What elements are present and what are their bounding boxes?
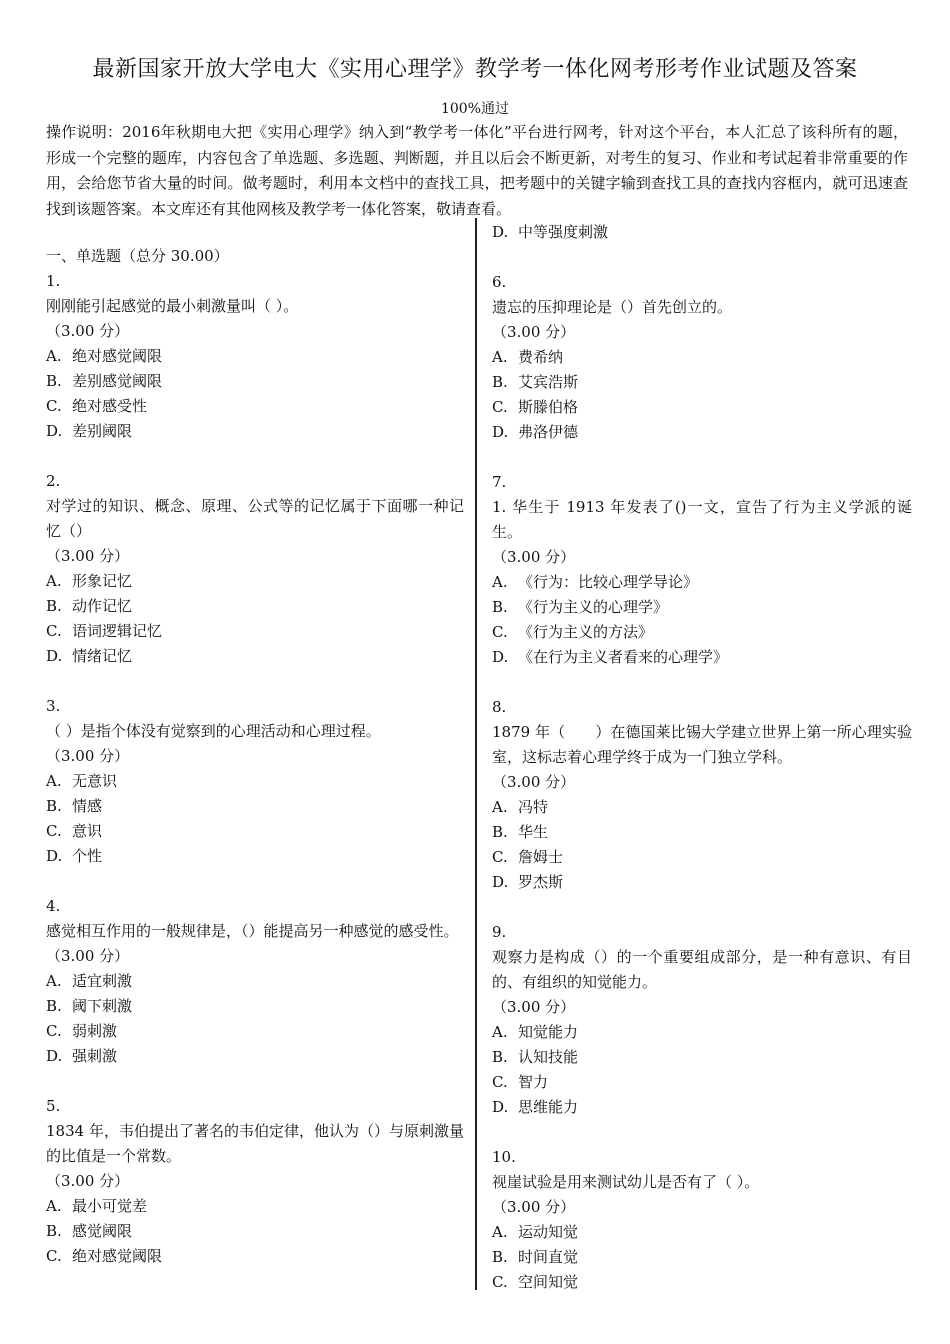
question-5: [46, 1094, 464, 1269]
document-subtitle: 100%通过: [440, 101, 510, 117]
question-stem: 遗忘的压抑理论是（）首先创立的。: [492, 298, 733, 316]
question-7: [492, 470, 912, 670]
question-number: 8.: [492, 698, 507, 716]
option-c: C. 意识: [46, 822, 103, 840]
question-stem: 1. 华生于 1913 年发表了()一文，宣告了行为主义学派的诞生。: [492, 498, 912, 541]
option-d: D. 差别阈限: [46, 422, 133, 440]
option-a: A. 《行为：比较心理学导论》: [492, 573, 699, 591]
option-a: A. 费希纳: [492, 348, 564, 366]
option-c: C. 空间知觉: [492, 1273, 579, 1291]
question-stem: 1834 年，韦伯提出了著名的韦伯定律，他认为（）与原刺激量的比值是一个常数。: [46, 1122, 464, 1165]
question-stem: 对学过的知识、概念、原理、公式等的记忆属于下面哪一种记忆（）: [46, 497, 464, 540]
question-6: [492, 270, 912, 445]
question-score: （3.00 分）: [46, 547, 130, 565]
option-d: D. 思维能力: [492, 1098, 579, 1116]
question-score: （3.00 分）: [46, 322, 130, 340]
option-d: D. 罗杰斯: [492, 873, 564, 891]
question-score: （3.00 分）: [46, 947, 130, 965]
question-stem: （ ）是指个体没有觉察到的心理活动和心理过程。: [46, 722, 381, 740]
question-score: （3.00 分）: [492, 323, 576, 341]
option-d: D. 弗洛伊德: [492, 423, 579, 441]
option-b: B. 情感: [46, 797, 103, 815]
option-a: A. 知觉能力: [492, 1023, 579, 1041]
question-stem: 视崖试验是用来测试幼儿是否有了（ ）。: [492, 1173, 760, 1191]
document-title: 最新国家开放大学电大《实用心理学》教学考一体化网考形考作业试题及答案: [92, 57, 858, 82]
intro-paragraph: 操作说明：2016年秋期电大把《实用心理学》纳入到“教学考一体化”平台进行网考，针对这个平台，本人汇总了该科所有的题，形成一个完整的题库，内容包含了单选题、多选题、判断题，并且以后会不断更新，对考生的复习、作业和考试起着非常重要的作用，会给您节省大量的时间。做考题时，利用本文档中的查找工具，把考题中的关键字输到查找工具的查找内容框内，就可迅速查找到该题答案。本文库还有其他网核及教学考一体化答案，敬请查看。: [46, 123, 908, 218]
option-b: B. 阈下刺激: [46, 997, 133, 1015]
option-c: C. 绝对感受性: [46, 397, 148, 415]
question-4: [46, 894, 464, 1069]
option-d: D. 中等强度刺激: [492, 223, 609, 241]
question-score: （3.00 分）: [46, 1172, 130, 1190]
question-score: （3.00 分）: [492, 548, 576, 566]
question-number: 6.: [492, 273, 507, 291]
option-c: C. 斯滕伯格: [492, 398, 579, 416]
option-a: A. 无意识: [46, 772, 118, 790]
question-2: [46, 469, 464, 669]
option-b: B. 动作记忆: [46, 597, 133, 615]
question-10: [492, 1145, 912, 1295]
option-d: D. 强刺激: [46, 1047, 118, 1065]
question-stem: 感觉相互作用的一般规律是，（）能提高另一种感觉的感受性。: [46, 922, 459, 940]
option-b: B. 时间直觉: [492, 1248, 579, 1266]
question-number: 3.: [46, 697, 61, 715]
question-8: [492, 695, 912, 895]
question-1: [46, 269, 464, 444]
question-number: 7.: [492, 473, 507, 491]
question-stem: 1879 年（ ）在德国莱比锡大学建立世界上第一所心理实验室，这标志着心理学终于成为一门独立学科。: [492, 723, 912, 766]
right-column: [492, 220, 912, 1295]
question-3: [46, 694, 464, 869]
option-c: C. 语词逻辑记忆: [46, 622, 163, 640]
option-b: B. 艾宾浩斯: [492, 373, 579, 391]
option-c: C. 詹姆士: [492, 848, 564, 866]
option-a: A. 形象记忆: [46, 572, 133, 590]
question-score: （3.00 分）: [492, 773, 576, 791]
option-b: B. 感觉阈限: [46, 1222, 133, 1240]
option-b: B. 差别感觉阈限: [46, 372, 163, 390]
question-number: 4.: [46, 897, 61, 915]
option-d: D. 情绪记忆: [46, 647, 133, 665]
question-stem: 刚刚能引起感觉的最小刺激量叫（ ）。: [46, 297, 299, 315]
option-a: A. 适宜刺激: [46, 972, 133, 990]
option-a: A. 最小可觉差: [46, 1197, 148, 1215]
question-score: （3.00 分）: [492, 998, 576, 1016]
question-number: 9.: [492, 923, 507, 941]
option-b: B. 《行为主义的心理学》: [492, 598, 669, 616]
question-number: 1.: [46, 272, 61, 290]
question-9: [492, 920, 912, 1120]
option-c: C. 弱刺激: [46, 1022, 118, 1040]
option-b: B. 认知技能: [492, 1048, 579, 1066]
column-divider: [475, 218, 477, 1290]
question-number: 5.: [46, 1097, 61, 1115]
option-d: D. 《在行为主义者看来的心理学》: [492, 648, 729, 666]
option-a: A. 冯特: [492, 798, 549, 816]
option-c: C. 绝对感觉阈限: [46, 1247, 163, 1265]
question-stem: 观察力是构成（）的一个重要组成部分，是一种有意识、有目的、有组织的知觉能力。: [492, 948, 912, 991]
option-a: A. 运动知觉: [492, 1223, 579, 1241]
question-number: 2.: [46, 472, 61, 490]
left-column: [46, 244, 464, 1269]
option-c: C. 智力: [492, 1073, 549, 1091]
option-b: B. 华生: [492, 823, 549, 841]
question-number: 10.: [492, 1148, 516, 1166]
option-a: A. 绝对感觉阈限: [46, 347, 163, 365]
option-c: C. 《行为主义的方法》: [492, 623, 654, 641]
option-d: D. 个性: [46, 847, 103, 865]
question-score: （3.00 分）: [492, 1198, 576, 1216]
section-title: 一、单选题（总分 30.00）: [46, 247, 229, 265]
question-score: （3.00 分）: [46, 747, 130, 765]
